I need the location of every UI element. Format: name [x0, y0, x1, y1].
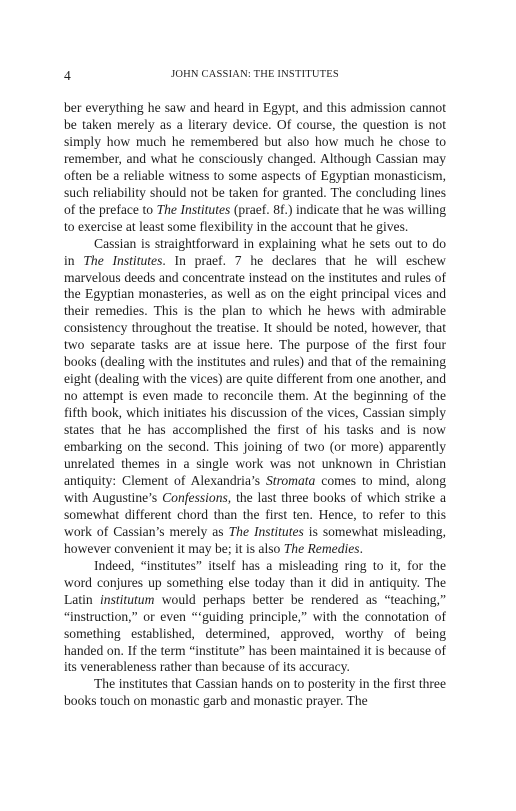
book-title-text: Confessions, [162, 489, 232, 505]
text-segment: is somewhat misleading, however convenient it may be; it is also [64, 523, 446, 556]
paragraph-1 [64, 100, 446, 236]
running-title: JOHN CASSIAN: THE INSTITUTES [171, 69, 339, 80]
text-segment: comes to mind, along with Augustine’s [64, 472, 446, 505]
text-segment: ber everything he saw and heard in Egypt, and this admission cannot be taken merely as a literary device. Of course, the question is not simply how much he remembered but also how much he chose to remember, and what he consciously changed. Although Cassian may often be a reliable witness to some aspects of Egyptian monasticism, such reliability should not be taken for granted. The concluding lines of the preface to [64, 100, 446, 217]
book-title-text: The Institutes [228, 523, 304, 539]
text-segment: . In praef. 7 he declares that he will eschew marvelous deeds and concentrate instead on the institutes and rules of the Egyptian monasteries, as well as on the eight principal vices and their remedies. This is the plan to which he hews with admirable consistency throughout the treatise. It should be noted, however, that two separate tasks are at issue here. The purpose of the first four books (dealing with the institutes and rules) and that of the remaining eight (dealing with the vices) are quite different from one another, and no attempt is even made to reconcile them. At the beginning of the fifth book, which initiates his discussion of the vices, Cassian simply states that he has accomplished the first of his tasks and is now embarking on the second. This joining of two (or more) apparently unrelated themes in a single work was not unknown in Christian antiquity: Clement of Alexandria’s [64, 252, 446, 488]
page-number: 4 [64, 68, 71, 83]
text-segment: the last three books of which strike a somewhat different chord than the first ten. Hence, to refer to this work of Cassian’s merely as [64, 489, 446, 539]
text-segment: (praef. 8f.) indicate that he was willing to exercise at least some flexibility in the account that he gives. [64, 201, 446, 234]
text-segment: . [359, 540, 363, 556]
paragraph-2 [64, 236, 446, 558]
text-segment: would perhaps better be rendered as “teaching,” “instruction,” or even “‘guiding principle,” with the connotation of something established, determined, approved, worthy of being handed on. If the term “institute” has been maintained it is because of its venerableness rather than because of its accuracy. [64, 591, 447, 675]
paragraph-4 [64, 676, 446, 710]
book-page [64, 68, 446, 710]
book-title-text: The Institutes [156, 201, 231, 217]
running-head [64, 68, 446, 84]
book-title-text: Stromata [266, 472, 316, 488]
text-segment: Indeed, “institutes” itself has a misleading ring to it, for the word conjures up something else today than it did in antiquity. The Latin [64, 557, 446, 607]
text-segment: Cassian is straightforward in explaining what he sets out to do in [64, 235, 446, 268]
latin-term-text: institutum [100, 591, 155, 607]
text-segment: The institutes that Cassian hands on to posterity in the first three books touch on monastic garb and monastic prayer. The [64, 676, 446, 709]
book-title-text: The Institutes [83, 252, 163, 268]
body-text [64, 100, 446, 710]
paragraph-3 [64, 558, 446, 677]
book-title-text: The Remedies [283, 540, 360, 556]
